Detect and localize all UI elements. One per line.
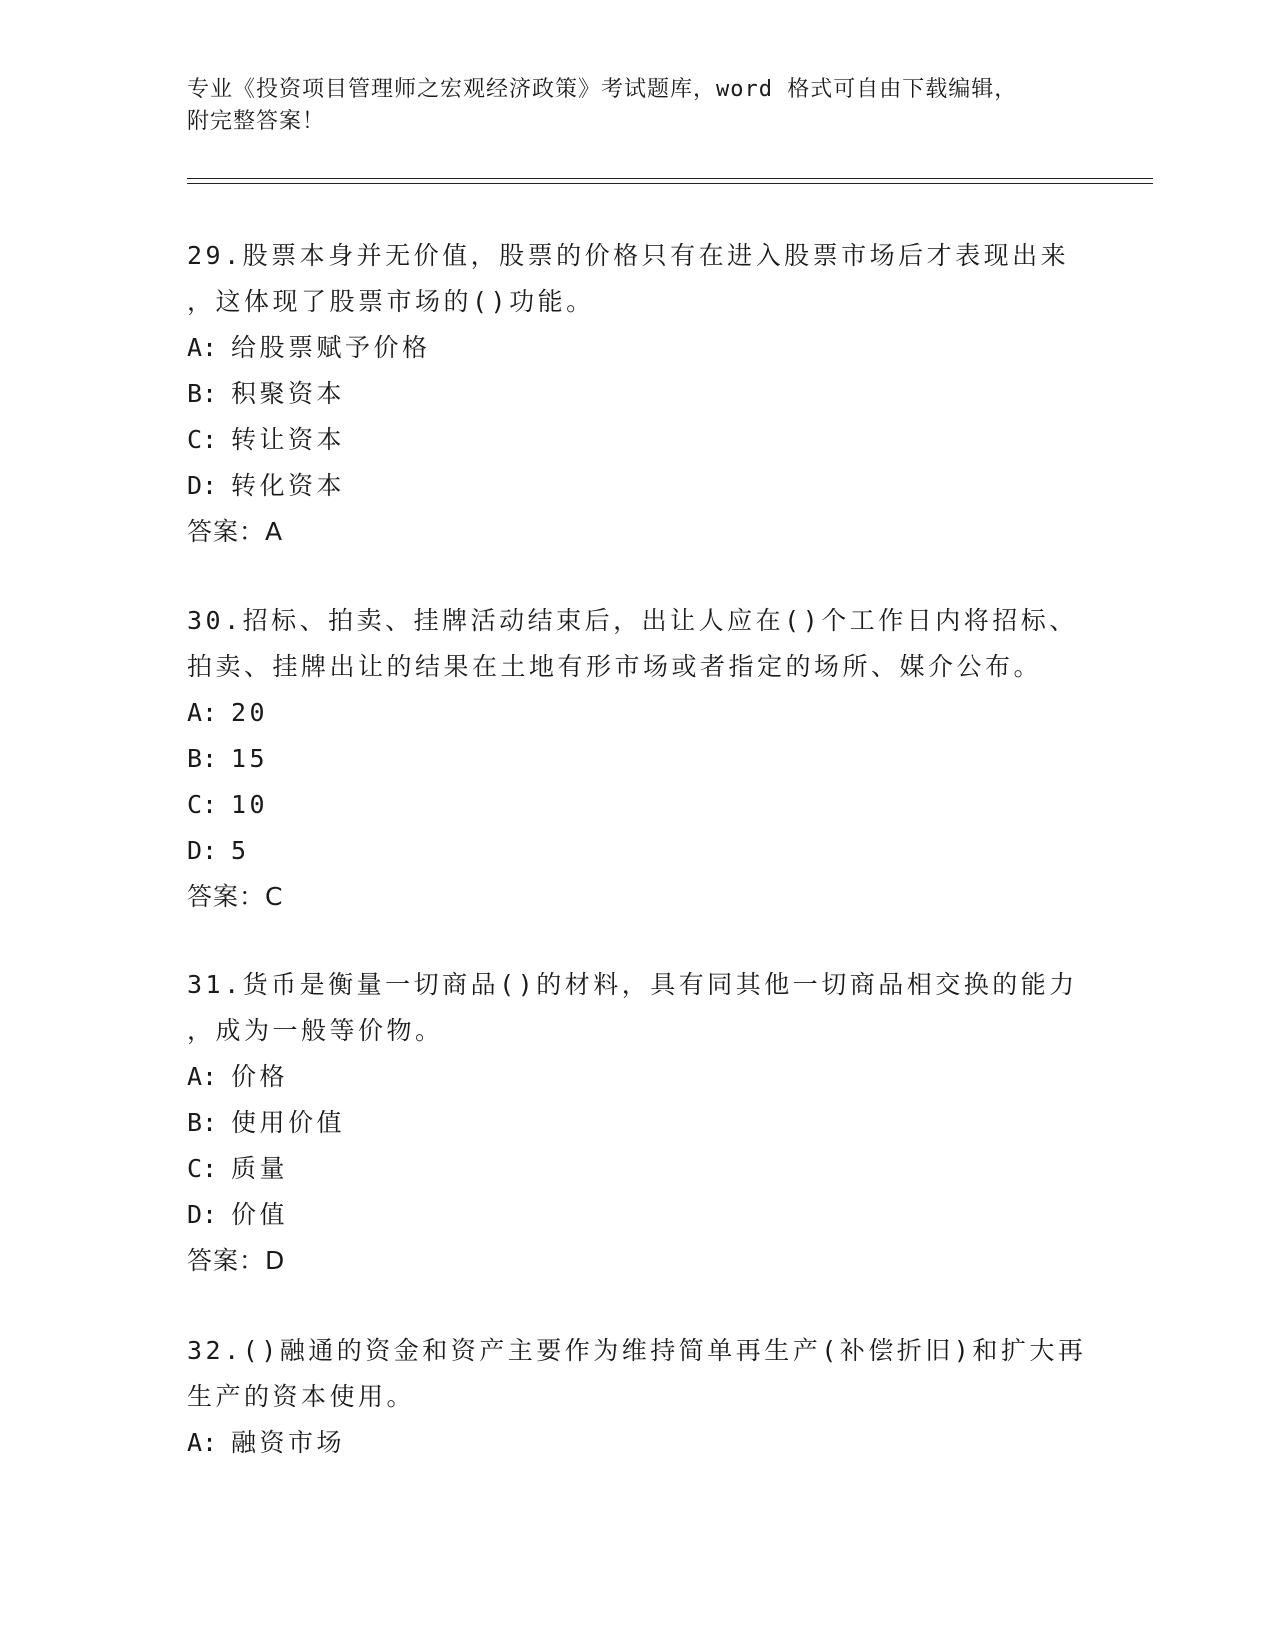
- answer-line: 答案：C: [187, 882, 284, 911]
- option-letter: D:: [187, 471, 218, 500]
- option-d: [187, 463, 1087, 509]
- option-b: [187, 371, 1087, 417]
- question-text-line-2: 拍卖、挂牌出让的结果在土地有形市场或者指定的场所、媒介公布。: [187, 652, 1043, 681]
- header-line-2: 附完整答案！: [187, 109, 326, 134]
- question-text-line-2: 生产的资本使用。: [187, 1382, 416, 1411]
- option-letter: C:: [187, 790, 218, 819]
- question-text-line-1: 31.货币是衡量一切商品()的材料，具有同其他一切商品相交换的能力: [187, 970, 1078, 999]
- question-31: [187, 962, 1087, 1284]
- option-a: [187, 325, 1087, 371]
- option-b: [187, 1100, 1087, 1146]
- page-header: [187, 74, 1067, 138]
- option-text: 价格: [231, 1062, 289, 1091]
- option-text: 融资市场: [231, 1428, 346, 1457]
- question-32: [187, 1328, 1087, 1466]
- option-text: 价值: [231, 1200, 289, 1229]
- option-c: [187, 1146, 1087, 1192]
- question-text-line-2: ，这体现了股票市场的()功能。: [187, 287, 595, 316]
- option-text: 10: [231, 790, 269, 819]
- answer-line: 答案：D: [187, 1246, 286, 1275]
- answer-line: 答案：A: [187, 517, 284, 546]
- option-letter: C:: [187, 425, 218, 454]
- option-d: [187, 1192, 1087, 1238]
- question-text-line-1: 30.招标、拍卖、挂牌活动结束后，出让人应在()个工作日内将招标、: [187, 606, 1078, 635]
- option-a: [187, 690, 1087, 736]
- question-text-line-2: ，成为一般等价物。: [187, 1016, 444, 1045]
- option-text: 15: [231, 744, 269, 773]
- option-text: 转让资本: [231, 425, 346, 454]
- option-letter: B:: [187, 1108, 218, 1137]
- option-c: [187, 782, 1087, 828]
- option-letter: D:: [187, 836, 218, 865]
- option-letter: D:: [187, 1200, 218, 1229]
- option-letter: A:: [187, 333, 218, 362]
- question-30: [187, 598, 1087, 920]
- option-text: 给股票赋予价格: [231, 333, 431, 362]
- option-text: 转化资本: [231, 471, 346, 500]
- option-b: [187, 736, 1087, 782]
- option-text: 5: [231, 836, 250, 865]
- option-letter: A:: [187, 1428, 218, 1457]
- option-text: 20: [231, 698, 269, 727]
- header-line-1: 专业《投资项目管理师之宏观经济政策》考试题库，word 格式可自由下载编辑，: [187, 77, 1018, 102]
- question-29: [187, 233, 1087, 555]
- option-letter: B:: [187, 744, 218, 773]
- option-letter: C:: [187, 1154, 218, 1183]
- option-letter: A:: [187, 698, 218, 727]
- header-divider-bottom: [187, 183, 1153, 184]
- option-c: [187, 417, 1087, 463]
- option-text: 质量: [231, 1154, 289, 1183]
- question-text-line-1: 29.股票本身并无价值，股票的价格只有在进入股票市场后才表现出来: [187, 241, 1070, 270]
- option-letter: A:: [187, 1062, 218, 1091]
- option-a: [187, 1054, 1087, 1100]
- question-text-line-1: 32.()融通的资金和资产主要作为维持简单再生产(补偿折旧)和扩大再: [187, 1336, 1087, 1365]
- option-text: 使用价值: [231, 1108, 346, 1137]
- option-a: [187, 1420, 1087, 1466]
- header-divider-top: [187, 178, 1153, 179]
- option-text: 积聚资本: [231, 379, 346, 408]
- option-d: [187, 828, 1087, 874]
- option-letter: B:: [187, 379, 218, 408]
